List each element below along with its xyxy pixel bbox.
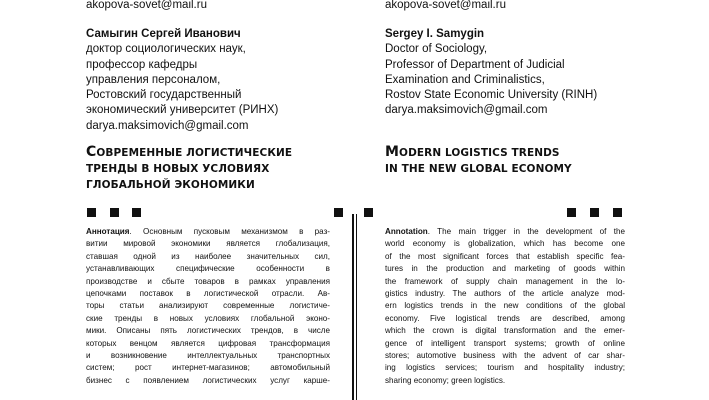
author-email-en: darya.maksimovich@gmail.com: [385, 104, 548, 117]
decorative-square: [87, 208, 96, 217]
abstract-keyword-en: Annotation: [385, 227, 428, 236]
article-title-ru: [86, 144, 292, 193]
author-block-ru: [86, 27, 278, 134]
abstract-line: sharing economy; green logistics.: [385, 375, 506, 385]
abstract-line: tures in the production and marketing of goods within: [385, 264, 625, 274]
abstract-line: систем; рост интернет-магазинов; автомобильный: [86, 363, 330, 373]
title-line: ОВРЕМЕННЫЕ ЛОГИСТИЧЕСКИЕ: [96, 147, 293, 159]
title-line: ТРЕНДЫ В НОВЫХ УСЛОВИЯХ: [86, 163, 270, 175]
abstract-line: ские тренды в новых условиях глобальной эконо-: [86, 313, 330, 323]
decorative-square: [364, 208, 373, 217]
abstract-line: ставшая одной из наиболее значительных сил,: [86, 251, 330, 261]
title-lead-letter: M: [385, 144, 400, 160]
abstract-line: economy. Five logistical trends are described, among: [385, 313, 625, 323]
title-lead-letter: С: [86, 144, 97, 160]
column-divider-line: [356, 214, 358, 400]
previous-author-email-en: akopova-sovet@mail.ru: [385, 0, 506, 11]
author-block-en: [385, 27, 597, 119]
abstract-line: of the most significant forces that establish specific fea-: [385, 251, 625, 261]
abstract-keyword-ru: Аннотация: [86, 227, 130, 236]
abstract-line: витии мировой экономики является глобализация,: [86, 239, 330, 249]
column-divider-line: [352, 214, 354, 400]
abstract-line: world economy is globalization, which has become one: [385, 239, 625, 249]
decorative-square: [590, 208, 599, 217]
abstract-line: торы статьи анализируют современные логистиче-: [86, 301, 330, 311]
decorative-square: [334, 208, 343, 217]
author-detail-line: Professor of Department of Judicial: [385, 58, 565, 71]
abstract-line: мики. Описаны пять логистических трендов, в числе: [86, 326, 330, 336]
abstract-line: gistics industry. The authors of the article analyze mod-: [385, 289, 625, 299]
abstract-line: stores; automotive business with the advent of car shar-: [385, 351, 625, 361]
article-title-en: [385, 144, 572, 177]
decorative-square: [110, 208, 119, 217]
abstract-line: бизнес с появлением логистических услуг карше-: [86, 375, 330, 385]
author-detail-line: управления персоналом,: [86, 73, 221, 86]
decorative-square: [567, 208, 576, 217]
author-detail-line: профессор кафедры: [86, 58, 198, 71]
decorative-square: [132, 208, 141, 217]
abstract-line: gence of intelligent transport systems; growth of online: [385, 338, 625, 348]
abstract-line: цепочками поставок в логистической отрасли. Ав-: [86, 289, 330, 299]
decorative-square: [613, 208, 622, 217]
title-line: IN THE NEW GLOBAL ECONOMY: [385, 163, 572, 175]
author-detail-line: Examination and Criminalistics,: [385, 73, 545, 86]
author-email-ru: darya.maksimovich@gmail.com: [86, 119, 249, 132]
previous-author-email-ru: akopova-sovet@mail.ru: [86, 0, 207, 11]
abstract-ru: [86, 226, 330, 387]
abstract-line: . The main trigger in the development of the: [427, 227, 625, 236]
author-detail-line: доктор социологических наук,: [86, 43, 246, 56]
author-name-en: Sergey I. Samygin: [385, 28, 485, 40]
author-detail-line: Ростовский государственный: [86, 89, 242, 102]
author-detail-line: Doctor of Sociology,: [385, 43, 488, 56]
abstract-en: [385, 226, 625, 387]
author-detail-line: Rostov State Economic University (RINH): [385, 89, 598, 102]
abstract-line: . Основным пусковым механизмом в раз-: [129, 227, 330, 236]
abstract-line: и возникновение интеллектуальных транспортных: [86, 351, 330, 361]
title-line: ODERN LOGISTICS TRENDS: [399, 147, 560, 159]
author-detail-line: экономический университет (РИНХ): [86, 104, 279, 117]
abstract-line: the framework of supply chain management in the lo-: [385, 276, 625, 286]
abstract-line: устанавливающих специфические особенности в: [86, 264, 330, 274]
abstract-line: ern logistics trends in the new conditions of the global: [385, 301, 625, 311]
title-line: ГЛОБАЛЬНОЙ ЭКОНОМИКИ: [86, 179, 255, 191]
author-name-ru: Самыгин Сергей Иванович: [86, 28, 241, 40]
abstract-line: которых венцом является цифровая трансформация: [86, 338, 330, 348]
abstract-line: which the crown is digital transformation and the emer-: [385, 326, 625, 336]
abstract-line: производстве и сбыте товаров в рамках управления: [86, 276, 330, 286]
abstract-line: ing logistics services; tourism and hospitality industry;: [385, 363, 625, 373]
